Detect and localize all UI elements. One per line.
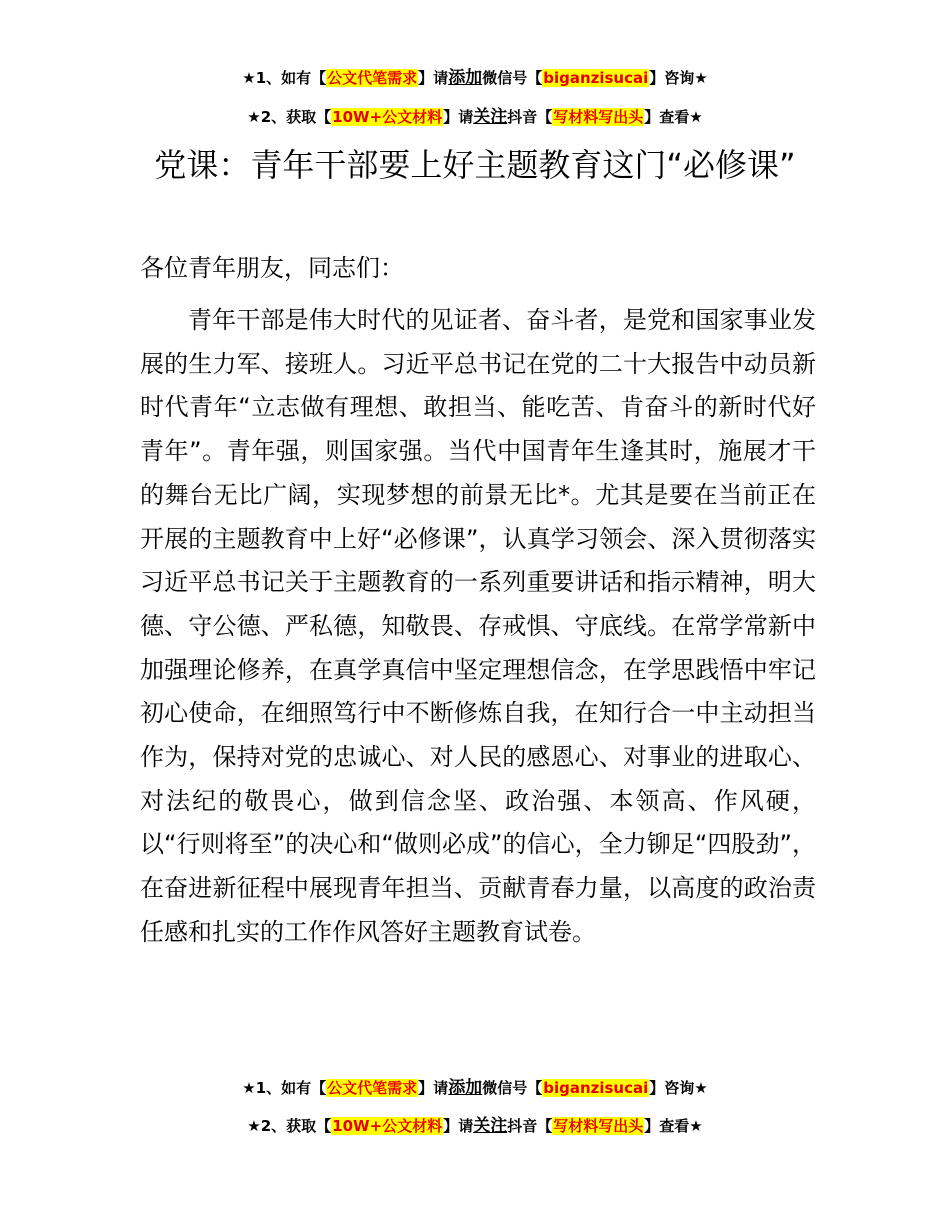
banner-text: 】咨询★ <box>649 69 708 87</box>
document-title: 党课：青年干部要上好主题教育这门“必修课” <box>154 146 796 184</box>
greeting: 各位青年朋友，同志们： <box>140 254 404 282</box>
banner-text: 】请 <box>443 108 474 126</box>
banner-underline: 添加 <box>448 1078 483 1098</box>
footer-banner-line-1 <box>0 1076 950 1100</box>
banner-text: ★2、获取【 <box>247 1117 332 1135</box>
banner-highlight: 10W+公文材料 <box>332 1117 443 1135</box>
banner-highlight: 写材料写出头 <box>553 1117 644 1135</box>
banner-underline: 关注 <box>473 1116 508 1136</box>
header-banner-line-2 <box>0 105 950 129</box>
banner-highlight: 写材料写出头 <box>553 108 644 126</box>
banner-text: 】查看★ <box>644 1117 703 1135</box>
banner-highlight: biganzisucai <box>543 1079 649 1097</box>
banner-text: ★1、如有【 <box>242 69 327 87</box>
body-paragraph: 青年干部是伟大时代的见证者、奋斗者，是党和国家事业发展的生力军、接班人。习近平总书记在党的二十大报告中动员新时代青年“立志做有理想、敢担当、能吃苦、肯奋斗的新时代好青年”。青年强，则国家强。当代中国青年生逢其时，施展才干的舞台无比广阔，实现梦想的前景无比*。尤其是要在当前正在开展的主题教育中上好“必修课”，认真学习领会、深入贯彻落实习近平总书记关于主题教育的一系列重要讲话和指示精神，明大德、守公德、严私德，知敬畏、存戒惧、守底线。在常学常新中加强理论修养，在真学真信中坚定理想信念，在学思践悟中牢记初心使命，在细照笃行中不断修炼自我，在知行合一中主动担当作为，保持对党的忠诚心、对人民的感恩心、对事业的进取心、对法纪的敬畏心，做到信念坚、政治强、本领高、作风硬，以“行则将至”的决心和“做则必成”的信心，全力铆足“四股劲”，在奋进新征程中展现青年担当、贡献青春力量，以高度的政治责任感和扎实的工作作风答好主题教育试卷。 <box>140 306 816 946</box>
header-banner-line-1 <box>0 66 950 90</box>
banner-highlight: 10W+公文材料 <box>332 108 443 126</box>
banner-highlight: biganzisucai <box>543 69 649 87</box>
footer-banner-line-2 <box>0 1114 950 1138</box>
banner-text: 微信号【 <box>482 1079 543 1097</box>
banner-text: 抖音【 <box>507 108 553 126</box>
banner-text: ★2、获取【 <box>247 108 332 126</box>
banner-highlight: 公文代笔需求 <box>327 1079 418 1097</box>
banner-text: 】请 <box>418 69 449 87</box>
banner-text: 抖音【 <box>507 1117 553 1135</box>
banner-text: 】咨询★ <box>649 1079 708 1097</box>
banner-text: 】请 <box>418 1079 449 1097</box>
banner-underline: 添加 <box>448 68 483 88</box>
banner-text: ★1、如有【 <box>242 1079 327 1097</box>
banner-text: 】请 <box>443 1117 474 1135</box>
banner-underline: 关注 <box>473 107 508 127</box>
banner-text: 】查看★ <box>644 108 703 126</box>
banner-highlight: 公文代笔需求 <box>327 69 418 87</box>
banner-text: 微信号【 <box>482 69 543 87</box>
